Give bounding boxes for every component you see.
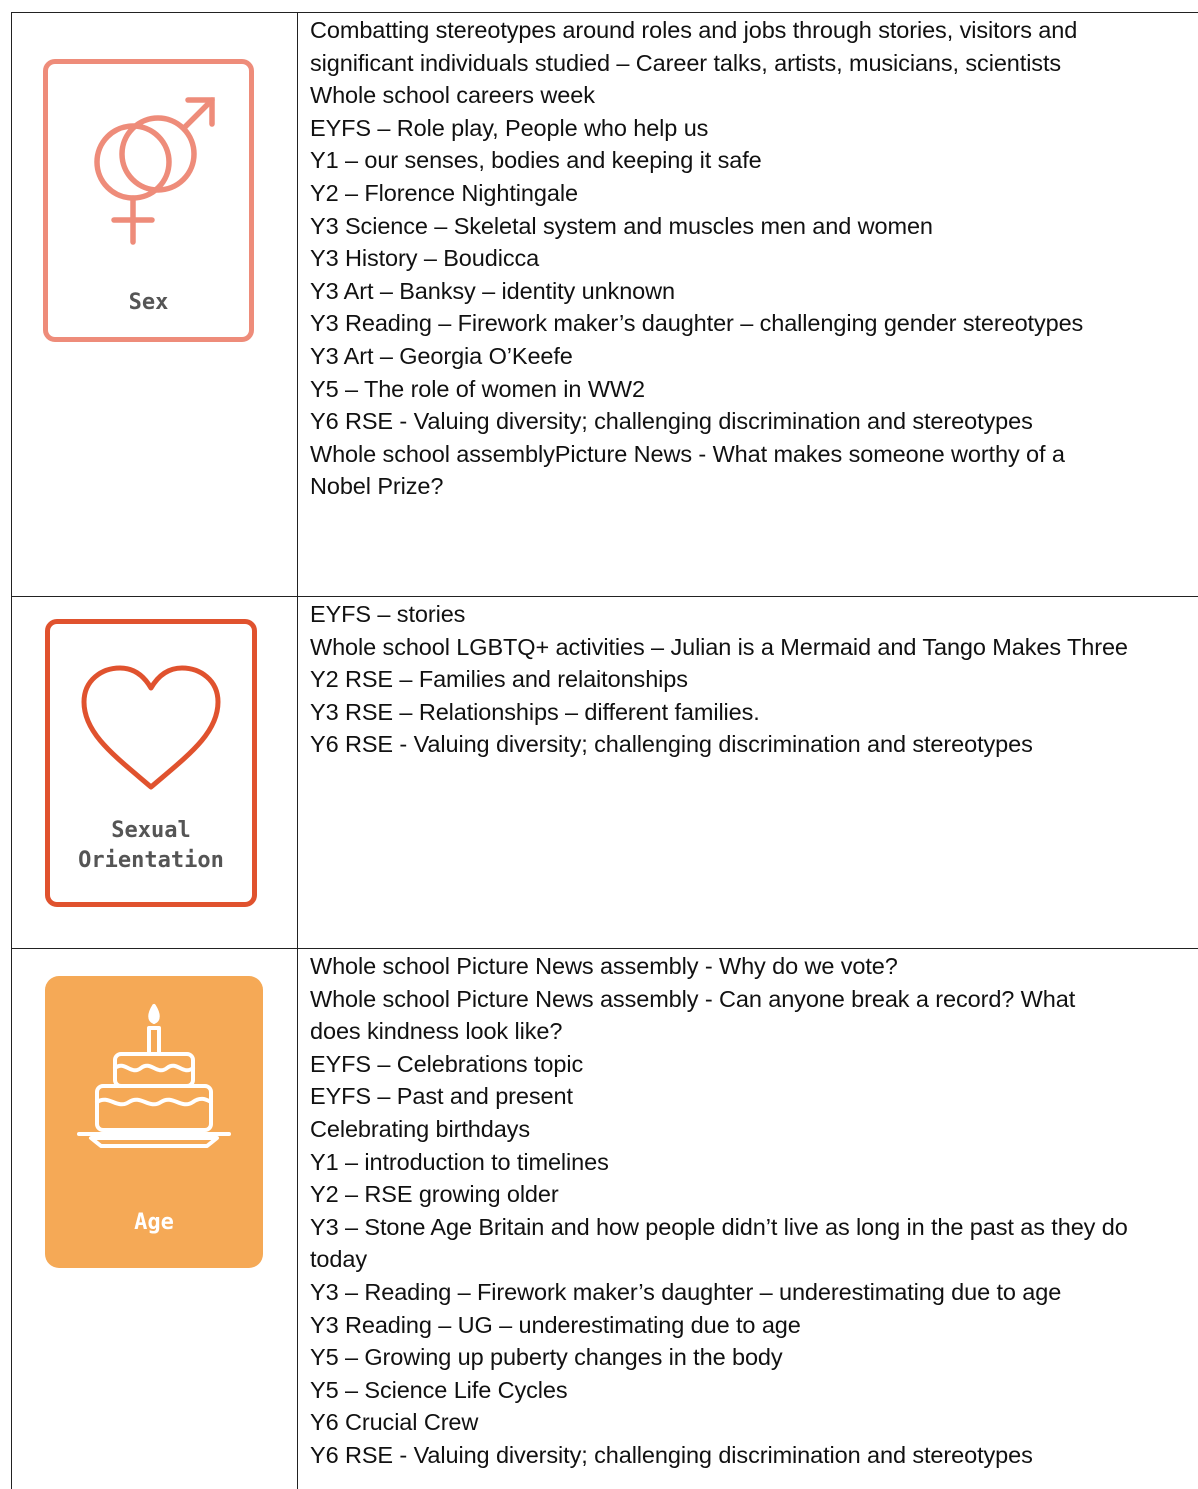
list-item: Whole school Picture News assembly - Can anyone break a record? What xyxy=(310,985,1076,1012)
list-item: Y5 – The role of women in WW2 xyxy=(310,375,645,402)
list-item: Y1 – introduction to timelines xyxy=(310,1148,609,1175)
list-item: Whole school assemblyPicture News - What makes someone worthy of a xyxy=(310,440,1065,467)
list-item: Y3 Reading – Firework maker’s daughter – challenging gender stereotypes xyxy=(310,310,1084,337)
icon-cell-sexual-orientation xyxy=(11,597,298,949)
table-row-age xyxy=(11,948,1198,1489)
list-item: does kindness look like? xyxy=(310,1018,563,1045)
content-cell-sex xyxy=(297,13,1198,503)
list-item: EYFS – Past and present xyxy=(310,1083,573,1110)
list-item: Y3 – Stone Age Britain and how people didn’t live as long in the past as they do xyxy=(310,1213,1128,1240)
sex-card xyxy=(43,59,254,342)
list-item: Y6 RSE - Valuing diversity; challenging discrimination and stereotypes xyxy=(310,408,1033,435)
list-item: Whole school Picture News assembly - Why do we vote? xyxy=(310,953,898,979)
list-item: Y6 Crucial Crew xyxy=(310,1409,479,1436)
list-item: Y6 RSE - Valuing diversity; challenging discrimination and stereotypes xyxy=(310,1441,1033,1468)
list-item: Y3 – Reading – Firework maker’s daughter – underestimating due to age xyxy=(310,1278,1062,1305)
list-item: Y5 – Science Life Cycles xyxy=(310,1376,568,1403)
list-item: Whole school careers week xyxy=(310,82,595,109)
list-item: Y3 History – Boudicca xyxy=(310,245,540,272)
icon-cell-age xyxy=(11,949,298,1489)
heart-icon xyxy=(76,662,226,802)
content-cell-sexual-orientation xyxy=(297,597,1198,761)
birthday-cake-icon xyxy=(69,990,239,1170)
content-cell-age xyxy=(297,949,1198,1472)
sex-card-label: Sex xyxy=(128,290,169,315)
age-card-label: Age xyxy=(134,1210,174,1235)
list-item: Y2 – Florence Nightingale xyxy=(310,179,578,206)
list-item: Whole school LGBTQ+ activities – Julian is a Mermaid and Tango Makes Three xyxy=(310,633,1128,660)
list-item: significant individuals studied – Career talks, artists, musicians, scientists xyxy=(310,49,1062,76)
list-item: Y2 RSE – Families and relaitonships xyxy=(310,666,688,693)
list-item: Y2 – RSE growing older xyxy=(310,1181,559,1208)
list-item: Combatting stereotypes around roles and jobs through stories, visitors and xyxy=(310,17,1078,43)
list-item: Y6 RSE - Valuing diversity; challenging discrimination and stereotypes xyxy=(310,731,1033,758)
list-item: Y1 – our senses, bodies and keeping it safe xyxy=(310,147,762,174)
list-item: Y5 – Growing up puberty changes in the body xyxy=(310,1344,783,1371)
list-item: Y3 Science – Skeletal system and muscles men and women xyxy=(310,212,933,239)
list-item: Y3 Art – Georgia O’Keefe xyxy=(310,342,573,369)
sexual-orientation-label-line1: Sexual xyxy=(111,818,191,843)
table-row-sex xyxy=(11,12,1198,597)
gender-symbols-icon xyxy=(78,92,218,252)
list-item: EYFS – Celebrations topic xyxy=(310,1050,584,1077)
age-card xyxy=(45,976,263,1268)
list-item: EYFS – stories xyxy=(310,601,466,627)
sexual-orientation-label-line2: Orientation xyxy=(78,848,224,873)
list-item: Celebrating birthdays xyxy=(310,1115,530,1142)
list-item: Nobel Prize? xyxy=(310,473,444,500)
list-item: Y3 Art – Banksy – identity unknown xyxy=(310,277,675,304)
icon-cell-sex xyxy=(11,13,298,597)
sexual-orientation-card xyxy=(45,619,257,907)
table-row-sexual-orientation xyxy=(11,596,1198,949)
list-item: Y3 RSE – Relationships – different families. xyxy=(310,698,760,725)
list-item: EYFS – Role play, People who help us xyxy=(310,114,709,141)
list-item: today xyxy=(310,1246,367,1273)
list-item: Y3 Reading – UG – underestimating due to age xyxy=(310,1311,801,1338)
